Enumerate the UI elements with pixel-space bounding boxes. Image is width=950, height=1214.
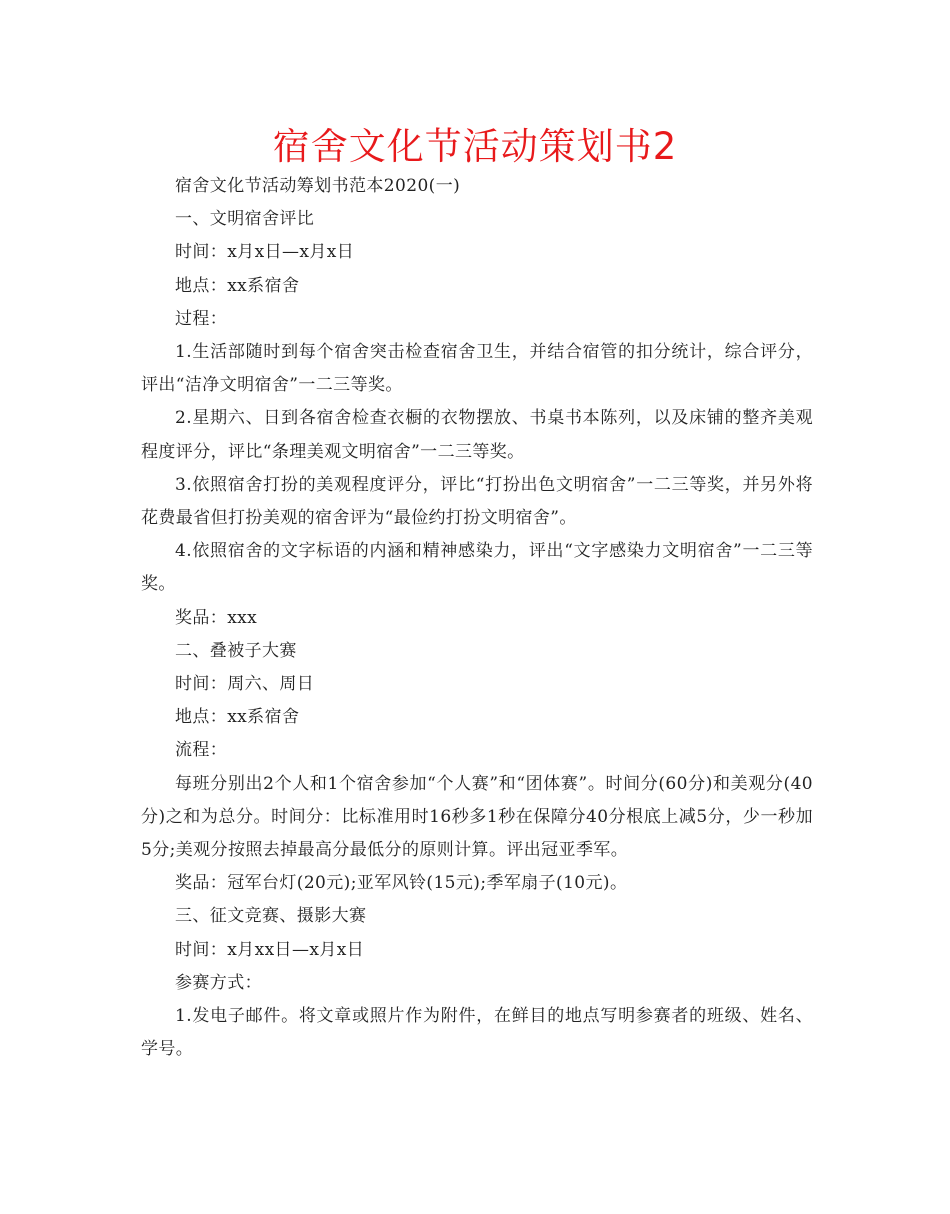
section-1-item-3: 3.依照宿舍打扮的美观程度评分，评比“打扮出色文明宿舍”一二三等奖，并另外将花费最省但打扮美观的宿舍评为“最俭约打扮文明宿舍”。 (141, 474, 813, 529)
section-2-prize: 奖品：冠军台灯(20元);亚军风铃(15元);季军扇子(10元)。 (175, 873, 628, 894)
section-heading-1: 一、文明宿舍评比 (175, 209, 315, 230)
section-1-location: 地点：xx系宿舍 (175, 275, 300, 296)
section-2-time: 时间：周六、周日 (175, 674, 315, 695)
section-2-rules: 每班分别出2个人和1个宿舍参加“个人赛”和“团体赛”。时间分(60分)和美观分(40分)之和为总分。时间分：比标准用时16秒多1秒在保障分40分根底上减5分，少一秒加5分;美观分按照去掉最高分最低分的原则计算。评出冠亚季军。 (141, 773, 813, 861)
section-3-method-label: 参赛方式： (175, 972, 262, 993)
section-1-prize: 奖品：xxx (175, 607, 258, 628)
document-title: 宿舍文化节活动策划书2 (272, 125, 678, 168)
section-1-item-2: 2.星期六、日到各宿舍检查衣橱的衣物摆放、书桌书本陈列，以及床铺的整齐美观程度评分，评比“条理美观文明宿舍”一二三等奖。 (141, 408, 813, 462)
section-heading-3: 三、征文竞赛、摄影大赛 (175, 906, 367, 927)
section-heading-2: 二、叠被子大赛 (175, 640, 297, 661)
document-body (141, 170, 813, 1066)
section-1-item-4: 4.依照宿舍的文字标语的内涵和精神感染力，评出“文字感染力文明宿舍”一二三等奖。 (141, 541, 813, 595)
section-1-time: 时间：x月x日—x月x日 (175, 242, 355, 263)
section-1-item-1: 1.生活部随时到每个宿舍突击检查宿舍卫生，并结合宿管的扣分统计，综合评分，评出“洁净文明宿舍”一二三等奖。 (141, 342, 813, 396)
section-2-process-label: 流程： (175, 740, 228, 761)
section-3-item-1: 1.发电子邮件。将文章或照片作为附件，在鲜目的地点写明参赛者的班级、姓名、学号。 (141, 1006, 813, 1060)
section-1-process-label: 过程： (175, 308, 228, 329)
section-2-location: 地点：xx系宿舍 (175, 707, 300, 728)
section-3-time: 时间：x月xx日—x月x日 (175, 939, 365, 960)
subtitle-paragraph: 宿舍文化节活动筹划书范本2020(一) (175, 176, 461, 196)
